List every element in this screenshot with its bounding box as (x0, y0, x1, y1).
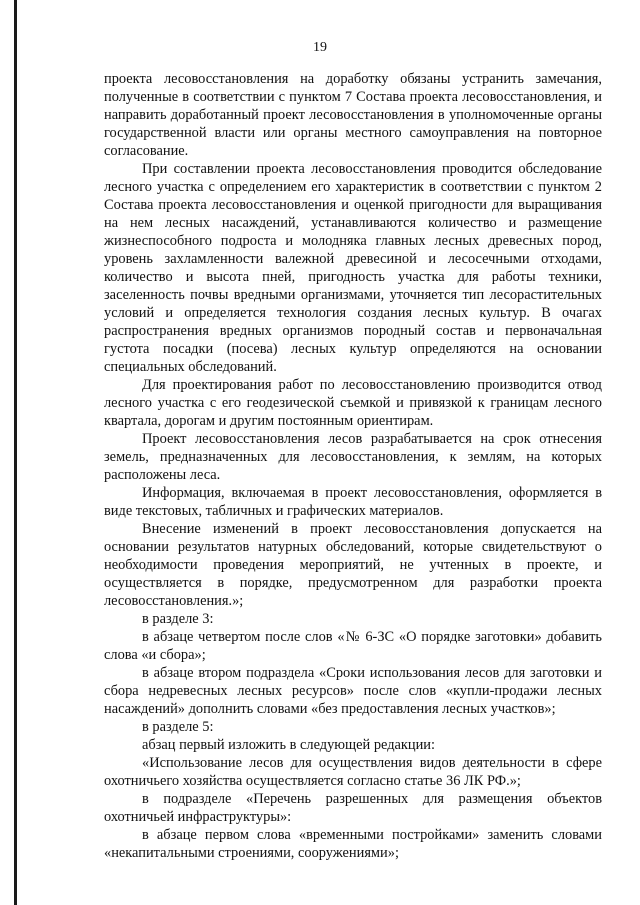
paragraph: Проект лесовосстановления лесов разрабатывается на срок отнесения земель, предназначенных для лесовосстановления, к землям, на которых расположены леса. (104, 431, 602, 483)
scan-edge (14, 0, 17, 905)
page-number: 19 (313, 40, 327, 55)
paragraph: в подразделе «Перечень разрешенных для размещения объектов охотничьей инфраструктуры»: (104, 791, 602, 825)
paragraph: Для проектирования работ по лесовосстановлению производится отвод лесного участка с его геодезической съемкой и привязкой к границам лесного квартала, дорогам и другим постоянным ориентирам. (104, 377, 602, 429)
paragraph: в разделе 5: (142, 719, 214, 735)
paragraph: Внесение изменений в проект лесовосстановления допускается на основании результатов натурных обследований, которые свидетельствуют о необходимости проведения мероприятий, не учтенных в проекте, и осуществляется в порядке, предусмотренном для разработки проекта лесовосстановления.»; (104, 521, 602, 609)
paragraph: «Использование лесов для осуществления видов деятельности в сфере охотничьего хозяйства осуществляется согласно статье 36 ЛК РФ.»; (104, 755, 602, 789)
paragraph: Информация, включаемая в проект лесовосстановления, оформляется в виде текстовых, табличных и графических материалов. (104, 485, 602, 519)
paragraph: в разделе 3: (142, 611, 214, 627)
paragraph: абзац первый изложить в следующей редакции: (142, 737, 436, 753)
paragraph: проекта лесовосстановления на доработку обязаны устранить замечания, полученные в соответствии с пунктом 7 Состава проекта лесовосстановления, и направить доработанный проект лесовосстановления в уполномоченные органы государственной власти или органы местного самоуправления на повторное согласование. (104, 71, 602, 159)
paragraph: в абзаце первом слова «временными постройками» заменить словами «некапитальными строениями, сооружениями»; (104, 827, 602, 861)
paragraph: в абзаце четвертом после слов «№ 6-ЗС «О порядке заготовки» добавить слова «и сбора»; (104, 629, 602, 663)
paragraph: в абзаце втором подраздела «Сроки использования лесов для заготовки и сбора недревесных лесных ресурсов» после слов «купли-продажи лесных насаждений» дополнить словами «без предоставления лесных участков»; (104, 665, 602, 717)
document-body (104, 70, 602, 862)
paragraph: При составлении проекта лесовосстановления проводится обследование лесного участка с определением его характеристик в соответствии с пунктом 2 Состава проекта лесовосстановления и оценкой пригодности для выращивания на нем лесных насаждений, устанавливаются количество и размещение жизнеспособного подроста и молодняка главных лесных древесных пород, уровень захламленности валежной древесиной и лесосечными отходами, количество и высота пней, пригодность участка для работы техники, заселенность почвы вредными организмами, уточняется тип лесорастительных условий и определяется технология создания лесных культур. В очагах распространения вредных организмов породный состав и первоначальная густота посадки (посева) лесных культур определяются на основании специальных обследований. (104, 161, 602, 375)
